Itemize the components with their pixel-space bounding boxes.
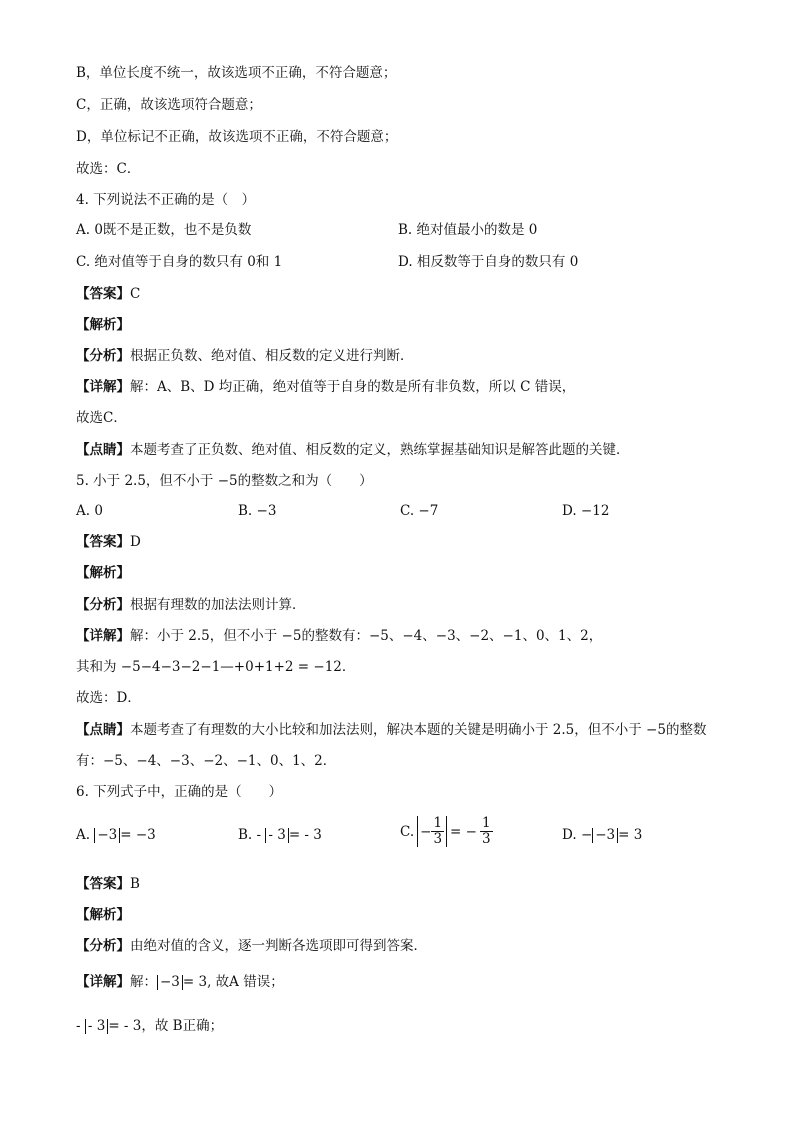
answer-tag: 【答案】 xyxy=(76,876,130,892)
q6-option-c xyxy=(400,816,493,847)
option-label: D. xyxy=(562,827,577,843)
q4-stem: 4. 下列说法不正确的是（ ） xyxy=(76,192,256,208)
q5-dianjing-cont: 有：−5、−4、−3、−2、−1、0、1、2． xyxy=(76,753,337,769)
q6-xiangjie-line2 xyxy=(76,1017,223,1035)
jiexi-tag: 【解析】 xyxy=(76,907,130,923)
prev-choose: 故选：C． xyxy=(76,161,141,177)
numerator: 1 xyxy=(433,815,443,831)
q6-option-b xyxy=(238,826,322,844)
prefix: - xyxy=(256,827,262,843)
abs-expression: - 3 xyxy=(85,1019,108,1034)
q4-dianjing xyxy=(76,441,630,459)
prev-option-c-explanation: C，正确，故该选项符合题意； xyxy=(76,97,262,113)
abs-fraction xyxy=(417,816,447,847)
dianjing-text: 本题考查了有理数的大小比较和加法法则，解决本题的关键是明确小于 2.5，但不小于 −5的整数 xyxy=(130,722,707,738)
q6-option-a xyxy=(76,826,156,844)
q5-xiangjie xyxy=(76,627,602,645)
fraction xyxy=(431,816,444,847)
option-label: C. xyxy=(400,823,415,840)
equals-minus: = − xyxy=(450,823,477,840)
fenxi-text: 根据正负数、绝对值、相反数的定义进行判断． xyxy=(130,348,414,364)
option-label: A. xyxy=(76,827,91,843)
abs-expression: −3 xyxy=(94,828,120,843)
prefix: − xyxy=(580,827,593,843)
q4-jiexi-tag xyxy=(76,316,130,334)
q6-xiangjie xyxy=(76,973,284,991)
xiangjie-tag: 【详解】 xyxy=(76,628,130,644)
dianjing-text: 本题考查了正负数、绝对值、相反数的定义，熟练掌握基础知识是解答此题的关键． xyxy=(130,442,630,458)
denominator: 3 xyxy=(433,831,443,847)
q5-sum: 其和为 −5−4−3−2−1—+0+1+2 = −12． xyxy=(76,659,356,675)
answer-value: D xyxy=(130,534,141,550)
q6-option-d xyxy=(562,826,642,844)
answer-tag: 【答案】 xyxy=(76,534,130,550)
rhs: = - 3，故 B正确； xyxy=(108,1018,224,1034)
q6-stem: 6. 下列式子中，正确的是（ ） xyxy=(76,784,283,800)
abs-expression: −3 xyxy=(592,828,618,843)
option-label: B. xyxy=(238,827,253,843)
answer-value: B xyxy=(130,876,140,892)
rhs: = 3 xyxy=(618,827,643,843)
q5-option-a: A. 0 xyxy=(76,503,103,519)
xiangjie-text: 解：小于 2.5，但不小于 −5的整数有：−5、−4、−3、−2、−1、0、1、2， xyxy=(130,628,603,644)
q4-xiangjie xyxy=(76,378,575,396)
rhs: = - 3 xyxy=(288,827,322,843)
rhs: = −3 xyxy=(120,827,156,843)
q5-fenxi xyxy=(76,596,306,614)
fenxi-tag: 【分析】 xyxy=(76,348,130,364)
q5-option-b: B. −3 xyxy=(238,503,277,519)
dianjing-tag: 【点睛】 xyxy=(76,722,130,738)
q5-option-d: D. −12 xyxy=(562,503,610,519)
xiangjie-tag: 【详解】 xyxy=(76,379,130,395)
minus-sign: − xyxy=(420,823,432,840)
q4-choose: 故选C． xyxy=(76,410,127,426)
abs-expression: - 3 xyxy=(265,828,288,843)
q4-option-a: A. 0既不是正数，也不是负数 xyxy=(76,222,252,238)
denominator: 3 xyxy=(481,831,491,847)
xiangjie-text: 解：A、B、D 均正确，绝对值等于自身的数是所有非负数，所以 C 错误， xyxy=(130,379,576,395)
fenxi-text: 根据有理数的加法法则计算． xyxy=(130,597,306,613)
prev-option-b-explanation: B，单位长度不统一，故该选项不正确，不符合题意； xyxy=(76,65,397,81)
jiexi-tag: 【解析】 xyxy=(76,565,130,581)
rhs-fraction xyxy=(480,816,493,847)
prefix: - xyxy=(76,1018,81,1034)
q6-answer xyxy=(76,875,140,893)
q6-jiexi-tag xyxy=(76,906,130,924)
prev-option-d-explanation: D，单位标记不正确，故该选项不正确，不符合题意； xyxy=(76,129,398,145)
q5-stem: 5. 小于 2.5，但不小于 −5的整数之和为（ ） xyxy=(76,473,373,489)
numerator: 1 xyxy=(481,815,491,831)
fenxi-tag: 【分析】 xyxy=(76,938,130,954)
rhs: = 3, 故A 错误； xyxy=(182,974,284,990)
q5-option-c: C. −7 xyxy=(400,503,439,519)
xiangjie-tag: 【详解】 xyxy=(76,974,130,990)
q5-dianjing xyxy=(76,721,706,739)
q4-option-c: C. 绝对值等于自身的数只有 0和 1 xyxy=(76,254,283,270)
q4-answer xyxy=(76,285,140,303)
fenxi-text: 由绝对值的含义，逐一判断各选项即可得到答案． xyxy=(130,938,427,954)
jiexi-tag: 【解析】 xyxy=(76,317,130,333)
q4-fenxi xyxy=(76,347,414,365)
fenxi-tag: 【分析】 xyxy=(76,597,130,613)
q5-answer xyxy=(76,533,141,551)
q6-fenxi xyxy=(76,937,427,955)
q5-jiexi-tag xyxy=(76,564,130,582)
q4-option-d: D. 相反数等于自身的数只有 0 xyxy=(398,254,579,270)
dianjing-tag: 【点睛】 xyxy=(76,442,130,458)
answer-value: C xyxy=(130,286,141,302)
q5-choose: 故选：D． xyxy=(76,690,141,706)
xiangjie-pre: 解： xyxy=(130,974,157,990)
answer-tag: 【答案】 xyxy=(76,286,130,302)
q4-option-b: B. 绝对值最小的数是 0 xyxy=(398,222,538,238)
abs-expression: −3 xyxy=(157,975,183,990)
